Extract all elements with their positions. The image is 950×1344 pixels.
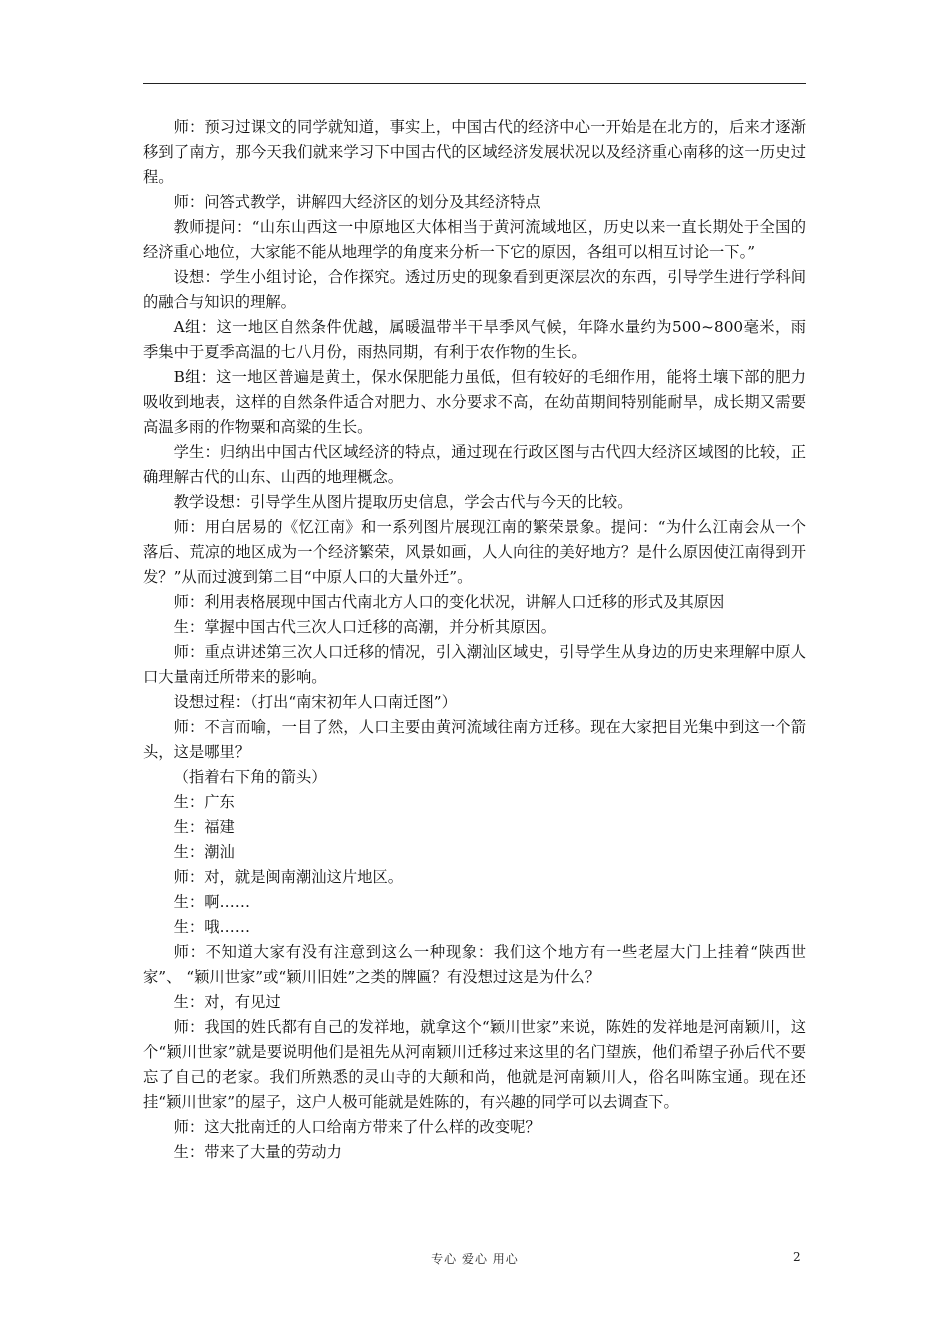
paragraph: 师：对，就是闽南潮汕这片地区。 <box>173 868 404 886</box>
header-rule <box>143 83 806 84</box>
paragraph: 生：掌握中国古代三次人口迁移的高潮，并分析其原因。 <box>173 618 557 636</box>
paragraph: 师：利用表格展现中国古代南北方人口的变化状况，讲解人口迁移的形式及其原因 <box>173 593 725 611</box>
paragraph: 师：这大批南迁的人口给南方带来了什么样的改变呢？ <box>173 1118 541 1136</box>
paragraph: 教师提问：“山东山西这一中原地区大体相当于黄河流域地区，历史以来一直长期处于全国的经济重心地位，大家能不能从地理学的角度来分析一下它的原因，各组可以相互讨论一下。” <box>143 218 806 261</box>
paragraph: 生：啊…… <box>173 893 251 911</box>
paragraph: 设想过程：（打出“南宋初年人口南迁图”） <box>173 693 457 711</box>
paragraph: B组：这一地区普遍是黄土，保水保肥能力虽低，但有较好的毛细作用，能将土壤下部的肥力吸收到地表，这样的自然条件适合对肥力、水分要求不高，在幼苗期间特别能耐旱，成长期又需要高温多雨的作物粟和高粱的生长。 <box>143 368 806 436</box>
paragraph: 教学设想：引导学生从图片提取历史信息，学会古代与今天的比较。 <box>173 493 633 511</box>
paragraph: （指着右下角的箭头） <box>173 768 327 786</box>
paragraph: 生：广东 <box>173 793 235 811</box>
paragraph: 师：我国的姓氏都有自己的发祥地，就拿这个“颖川世家”来说，陈姓的发祥地是河南颖川，这个“颖川世家”就是要说明他们是祖先从河南颖川迁移过来这里的名门望族，他们希望子孙后代不要忘了自己的老家。我们所熟悉的灵山寺的大颠和尚，他就是河南颖川人，俗名叫陈宝通。现在还挂“颖川世家”的屋子，这户人极可能就是姓陈的，有兴趣的同学可以去调查下。 <box>143 1018 806 1111</box>
document-body <box>143 115 806 1165</box>
paragraph: 生：潮汕 <box>173 843 235 861</box>
paragraph: 师：不言而喻，一目了然，人口主要由黄河流域往南方迁移。现在大家把目光集中到这一个箭头，这是哪里？ <box>143 718 806 761</box>
paragraph: 生：带来了大量的劳动力 <box>173 1143 342 1161</box>
paragraph: 师：用白居易的《忆江南》和一系列图片展现江南的繁荣景象。提问：“为什么江南会从一个落后、荒凉的地区成为一个经济繁荣，风景如画，人人向往的美好地方？是什么原因使江南得到开发？”从而过渡到第二目“中原人口的大量外迁”。 <box>143 518 806 586</box>
paragraph: 师：不知道大家有没有注意到这么一种现象：我们这个地方有一些老屋大门上挂着“陕西世家”、 “颖川世家”或“颖川旧姓”之类的牌匾？有没想过这是为什么？ <box>143 943 806 986</box>
paragraph: 生：对，有见过 <box>173 993 281 1011</box>
page-number: 2 <box>793 1250 801 1264</box>
paragraph: 师：问答式教学，讲解四大经济区的划分及其经济特点 <box>173 193 541 211</box>
paragraph: 设想：学生小组讨论，合作探究。透过历史的现象看到更深层次的东西，引导学生进行学科间的融合与知识的理解。 <box>143 268 806 311</box>
footer-motto: 专心 爱心 用心 <box>431 1252 519 1266</box>
paragraph: 生：哦…… <box>173 918 251 936</box>
paragraph: 生：福建 <box>173 818 235 836</box>
paragraph: A组：这一地区自然条件优越，属暖温带半干旱季风气候，年降水量约为500~800毫米，雨季集中于夏季高温的七八月份，雨热同期，有利于农作物的生长。 <box>143 318 806 361</box>
paragraph: 学生：归纳出中国古代区域经济的特点，通过现在行政区图与古代四大经济区域图的比较，正确理解古代的山东、山西的地理概念。 <box>143 443 806 486</box>
paragraph: 师：重点讲述第三次人口迁移的情况，引入潮汕区域史，引导学生从身边的历史来理解中原人口大量南迁所带来的影响。 <box>143 643 806 686</box>
paragraph: 师：预习过课文的同学就知道，事实上，中国古代的经济中心一开始是在北方的，后来才逐渐移到了南方，那今天我们就来学习下中国古代的区域经济发展状况以及经济重心南移的这一历史过程。 <box>143 118 806 186</box>
